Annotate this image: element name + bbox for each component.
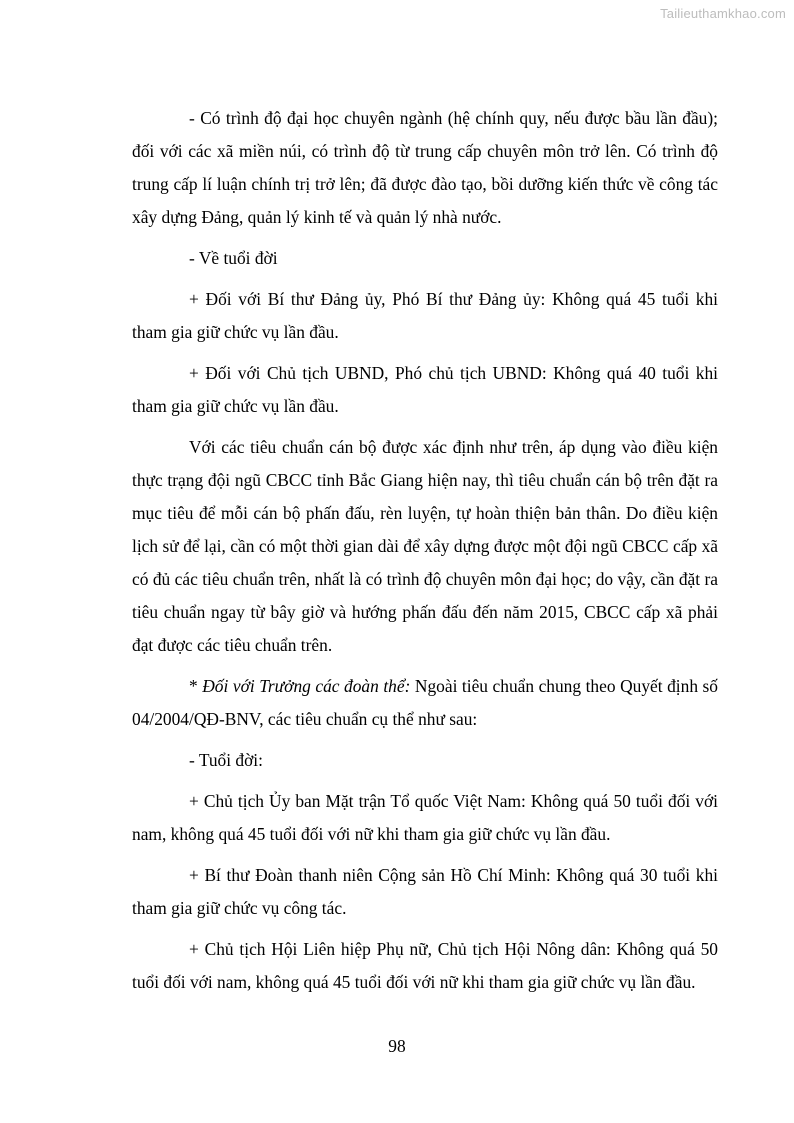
document-body (132, 102, 718, 1007)
paragraph-women-farmers-age: + Chủ tịch Hội Liên hiệp Phụ nữ, Chủ tịch Hội Nông dân: Không quá 50 tuổi đối với nam, không quá 45 tuổi đối với nữ khi tham gia giữ chức vụ lần đầu. (132, 939, 718, 992)
bullet-star: * (189, 676, 203, 696)
paragraph-text: Ngoài tiêu chuẩn chung theo Quyết định số 04/2004/QĐ-BNV, các tiêu chuẩn cụ thể như sau: (132, 676, 718, 729)
paragraph-party-secretary-age: + Đối với Bí thư Đảng ủy, Phó Bí thư Đảng ủy: Không quá 45 tuổi khi tham gia giữ chức vụ lần đầu. (132, 289, 718, 342)
italic-heading: Đối với Trưởng các đoàn thể: (202, 676, 411, 696)
paragraph-mass-organizations (132, 670, 718, 736)
paragraph-ubnd-chair-age: + Đối với Chủ tịch UBND, Phó chủ tịch UBND: Không quá 40 tuổi khi tham gia giữ chức vụ lần đầu. (132, 363, 718, 416)
paragraph-age-heading: - Về tuổi đời (189, 248, 278, 268)
paragraph-education: - Có trình độ đại học chuyên ngành (hệ chính quy, nếu được bầu lần đầu); đối với các xã miền núi, có trình độ từ trung cấp chuyên môn trở lên. Có trình độ trung cấp lí luận chính trị trở lên; đã được đào tạo, bồi dưỡng kiến thức về công tác xây dựng Đảng, quản lý kinh tế và quản lý nhà nước. (132, 108, 718, 227)
paragraph-fatherland-front-age: + Chủ tịch Ủy ban Mặt trận Tổ quốc Việt Nam: Không quá 50 tuổi đối với nam, không quá 45 tuổi đối với nữ khi tham gia giữ chức vụ lần đầu. (132, 791, 718, 844)
page-number: 98 (388, 1036, 406, 1056)
paragraph-youth-union-age: + Bí thư Đoàn thanh niên Cộng sản Hồ Chí Minh: Không quá 30 tuổi khi tham gia giữ chức vụ công tác. (132, 865, 718, 918)
paragraph-standards-application: Với các tiêu chuẩn cán bộ được xác định như trên, áp dụng vào điều kiện thực trạng đội ngũ CBCC tỉnh Bắc Giang hiện nay, thì tiêu chuẩn cán bộ trên đặt ra mục tiêu để mỗi cán bộ phấn đấu, rèn luyện, tự hoàn thiện bản thân. Do điều kiện lịch sử để lại, cần có một thời gian dài để xây dựng được một đội ngũ CBCC cấp xã có đủ các tiêu chuẩn trên, nhất là có trình độ chuyên môn đại học; do vậy, cần đặt ra tiêu chuẩn ngay từ bây giờ và hướng phấn đấu đến năm 2015, CBCC cấp xã phải đạt được các tiêu chuẩn trên. (132, 437, 718, 655)
paragraph-age-label: - Tuổi đời: (189, 750, 263, 770)
watermark: Tailieuthamkhao.com (660, 6, 786, 21)
